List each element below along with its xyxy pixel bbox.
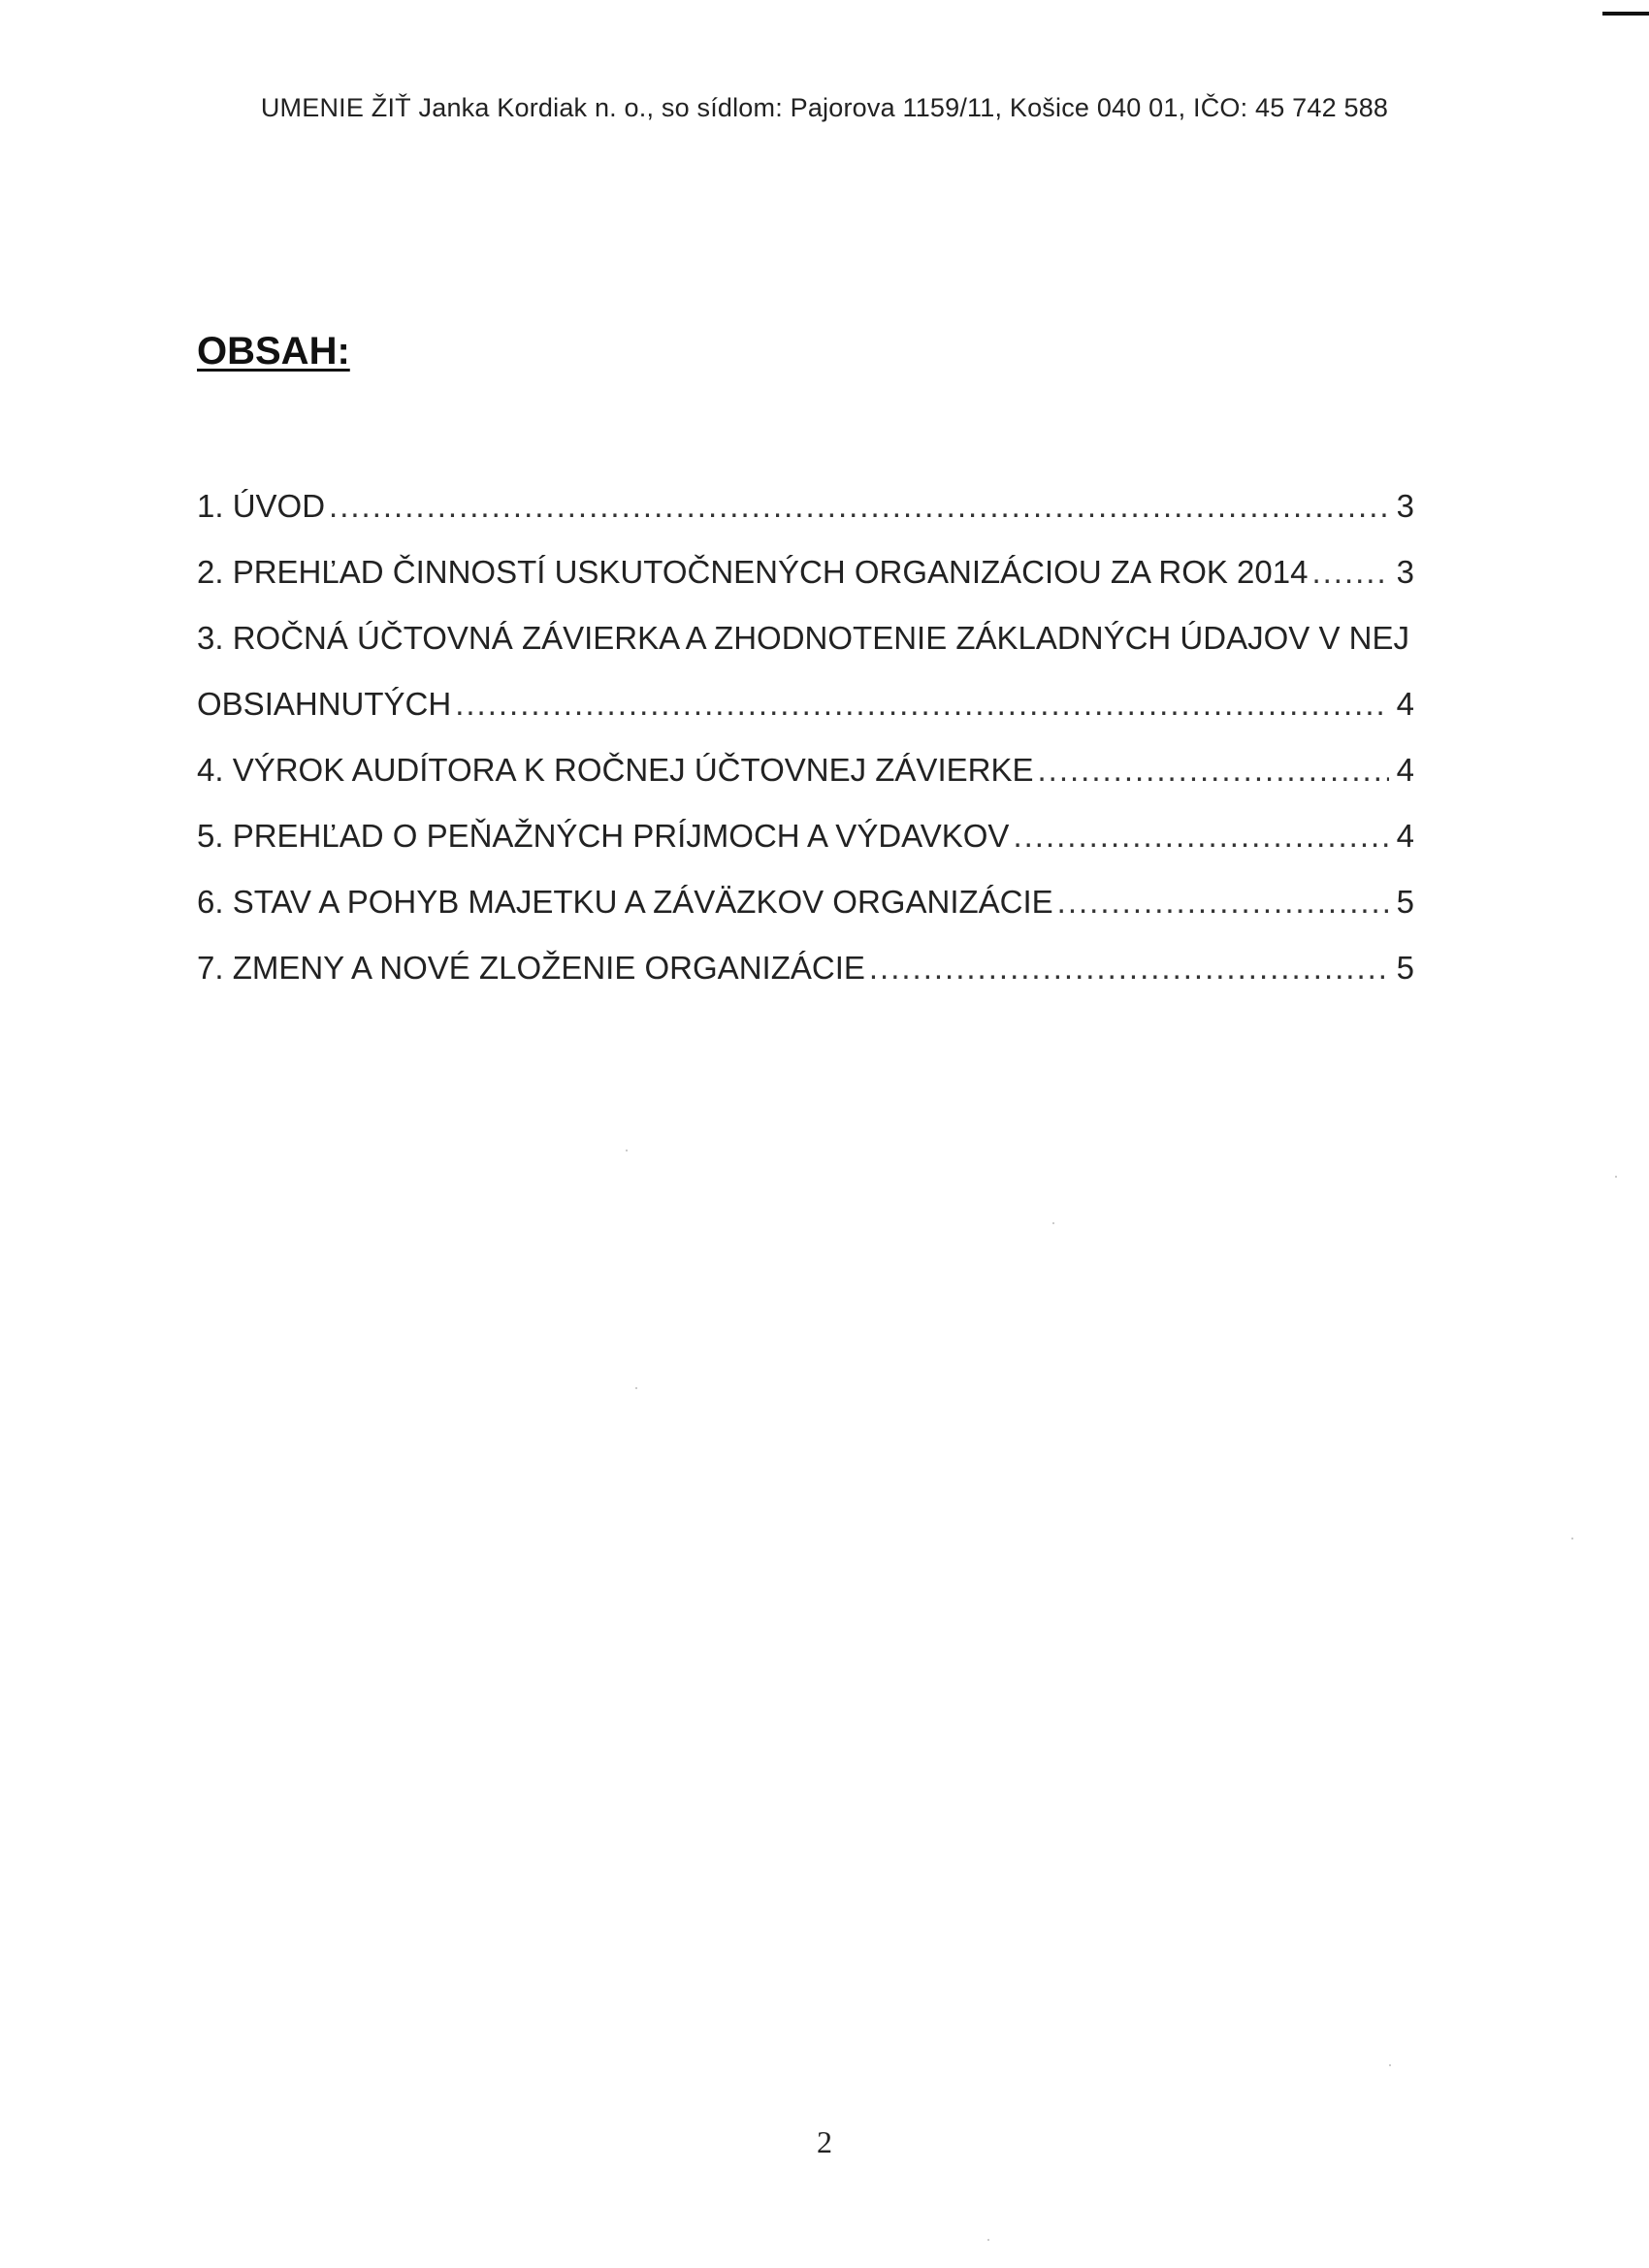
scan-speck <box>1052 1222 1054 1224</box>
toc-entry-text: 4. VÝROK AUDÍTORA K ROČNEJ ÚČTOVNEJ ZÁVIERKE <box>197 752 1034 788</box>
scan-corner-mark <box>1602 12 1649 16</box>
toc-dot-leader <box>1013 803 1389 869</box>
toc-entry-3-line1[interactable] <box>197 605 1414 671</box>
page-number: 2 <box>817 2124 832 2159</box>
toc-entry-text: 5. PREHĽAD O PEŇAŽNÝCH PRÍJMOCH A VÝDAVKOV <box>197 818 1010 854</box>
toc-entry-1[interactable] <box>197 473 1414 539</box>
toc-entry-page: 4 <box>1396 752 1414 788</box>
toc-entry-page: 3 <box>1396 554 1414 590</box>
toc-entry-5[interactable] <box>197 803 1414 869</box>
toc-dot-leader <box>1311 539 1389 605</box>
scan-speck <box>626 1150 628 1151</box>
toc-entry-text: 3. ROČNÁ ÚČTOVNÁ ZÁVIERKA A ZHODNOTENIE ZÁKLADNÝCH ÚDAJOV V NEJ <box>197 620 1409 656</box>
toc-entry-page: 4 <box>1396 818 1414 854</box>
toc-entry-text: 6. STAV A POHYB MAJETKU A ZÁVÄZKOV ORGANIZÁCIE <box>197 884 1053 920</box>
toc-entry-text: 1. ÚVOD <box>197 488 326 524</box>
toc-dot-leader <box>455 671 1389 737</box>
scan-speck <box>1389 2064 1391 2066</box>
toc-dot-leader <box>1037 737 1389 803</box>
toc-entry-page: 5 <box>1396 884 1414 920</box>
toc-entry-text: 7. ZMENY A NOVÉ ZLOŽENIE ORGANIZÁCIE <box>197 950 865 986</box>
toc-dot-leader <box>1057 869 1389 935</box>
scan-speck <box>1615 1176 1617 1178</box>
toc-entry-text: 2. PREHĽAD ČINNOSTÍ USKUTOČNENÝCH ORGANIZÁCIOU ZA ROK 2014 <box>197 554 1309 590</box>
organization-header: UMENIE ŽIŤ Janka Kordiak n. o., so sídlom: Pajorova 1159/11, Košice 040 01, IČO: 45 742 588 <box>260 93 1389 122</box>
scan-speck <box>635 1387 637 1389</box>
toc-entry-page: 4 <box>1396 686 1414 722</box>
toc-entry-3[interactable] <box>197 671 1414 737</box>
toc-title: OBSAH: <box>197 330 350 373</box>
toc-dot-leader <box>329 473 1389 539</box>
toc-entry-page: 3 <box>1396 488 1414 524</box>
table-of-contents <box>197 473 1414 1001</box>
toc-entry-6[interactable] <box>197 869 1414 935</box>
toc-entry-text: OBSIAHNUTÝCH <box>197 686 452 722</box>
toc-entry-page: 5 <box>1396 950 1414 986</box>
toc-dot-leader <box>869 935 1389 1001</box>
scan-speck <box>1571 1538 1573 1539</box>
toc-entry-4[interactable] <box>197 737 1414 803</box>
toc-entry-7[interactable] <box>197 935 1414 1001</box>
toc-entry-2[interactable] <box>197 539 1414 605</box>
scan-speck <box>987 2239 989 2241</box>
